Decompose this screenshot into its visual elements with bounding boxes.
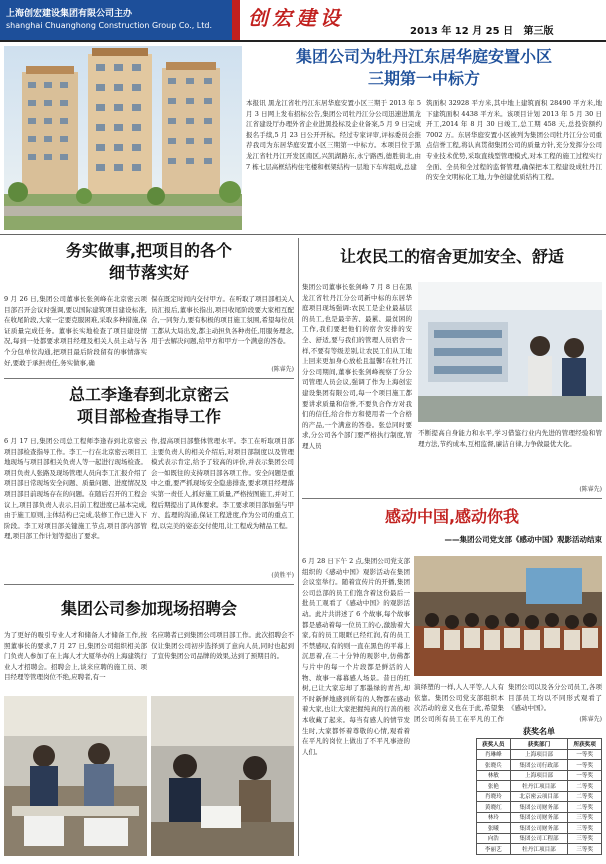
article1-headline xyxy=(246,46,602,92)
article2-headline xyxy=(4,240,294,288)
article2-headline-line2: 细节落实好 xyxy=(108,263,189,282)
table-cell: 集团公司财务部 xyxy=(510,823,568,834)
table-cell: 牡丹江项目部 xyxy=(510,781,568,792)
movie-screening-photo xyxy=(414,556,602,676)
table-row xyxy=(477,770,602,781)
building-rendering-photo xyxy=(4,46,242,230)
table-cell: 二等奖 xyxy=(568,791,602,802)
article1-body-col2: 筑面积 32928 平方米,其中地上建筑面积 28490 平方米,地下建筑面积 4438 平方米。该项目计划 2013 年 5 月 30 日开工,2014 年 8 月 30 日竣工,总工期 458 天,总投资额约 7002 万。东居华庭安置小区被列为集团公司牡丹江分公司重点信誉工程,将认真贯彻集团公司的质量方针,充分发挥分公司专业技术优势,采取直线型管理模式,对本工程的施工过程实行全面、全员和全过程的监督管理,确保把本工程建设成牡丹江的安全文明标化工地,力争创建优质结构工程。 xyxy=(426,99,602,182)
movie-screening-image xyxy=(414,556,602,676)
article6-body-col3: 集团公司以及各分公司员工,各项目部员工均以不同形式观看了《感动中国》。 xyxy=(508,683,602,713)
section-divider xyxy=(302,498,602,499)
table-cell: 向浩 xyxy=(477,833,511,844)
issue-date: 2013 年 12 月 25 日 xyxy=(410,26,514,37)
article3-body-col2: 作,提高项目部整体管理水平。李工在听取项目部主要负责人的相关介绍后,对项目部制度以及管理模式表示肯定,给予了较高的评价,并表示集团公司会一如既往的支持项目部各项工作。安全问题是重中之重,要严抓现场安全隐患排查,要求项目经理落实第一责任人,抓好施工质量,严格按图施工,并对工程后期提出了具体要求。李工要求项目部加强与甲方、监理的沟通,保证工程进度,作为公司的重点工程,以完美的姿态交付使用,让工程成为精品工程。 xyxy=(151,437,294,530)
masthead-accent-bar xyxy=(232,0,240,40)
table-row xyxy=(477,749,602,760)
table-cell: 三等奖 xyxy=(568,833,602,844)
table-row xyxy=(477,833,602,844)
article6-subtitle: ——集团公司党支部《感动中国》观影活动结束 xyxy=(444,535,602,544)
column-divider xyxy=(298,238,299,856)
dormitory-photo xyxy=(418,282,602,422)
awards-table xyxy=(476,738,602,855)
table-cell: 一等奖 xyxy=(568,749,602,760)
masthead xyxy=(0,0,606,40)
article1-headline-line2: 三期第一中标方 xyxy=(367,69,480,88)
dormitory-image xyxy=(418,282,602,422)
article5-body-col2: 不断提高自身能力和水平,学习借鉴行业内先进的管理经验和管理方法,节约成本,互相监督,廉洁自律,力争做最优大化。 xyxy=(418,429,602,448)
table-cell: 张曦 xyxy=(477,823,511,834)
table-cell: 上海项目部 xyxy=(510,770,568,781)
article4-body-col1: 为了更好的吸引专业人才和储备人才储备工作,按照董事长的要求,7 月 27 日,集团公司组织相关部门负责人参加了在上海人才大厦举办的上海建筑行业人才招聘会。招聘会上,谈来应聘的施工员、项目经理等管理岗位不绝,应聘者,有一 xyxy=(4,631,147,682)
table-cell: 张晓兵 xyxy=(477,760,511,771)
article2-headline-line1: 务实做事,把项目的各个 xyxy=(65,241,233,260)
article3-byline: (黄胜平) xyxy=(271,572,294,579)
awards-header-row xyxy=(477,739,602,750)
publisher-name-en: shanghai Chuanghong Construction Group Co., Ltd. xyxy=(6,21,213,30)
table-cell: 北京密云项目部 xyxy=(510,791,568,802)
building-rendering-image xyxy=(4,46,242,230)
table-cell: 李丽艺 xyxy=(477,844,511,855)
article1-headline-line1: 集团公司为牡丹江东居华庭安置小区 xyxy=(295,47,552,66)
article6-body-col1: 6 月 28 日下午 2 点,集团公司党支部组织的《感动中国》观影活动在集团会议室举行。随着宣传片的开播,集团公司总部的员工们饱含着这份最后一批员工观看了《感动中国》的观影活动。此片共讲述了 6 个故事,每个故事都是感动着每一位员工的心,激励着大家,有的员工眼眶已经红润,有的员工不禁感叹,有的则一直在黑色的平幕上沉思着,在二十分钟的观影中,仿佛都与片中的每一个片段都是鲜活的人物、故事一幕幕感人场景。昔日的红树,已让大家忘却了那墨绿的青苔,却不时新鲜地感到所有的人物都在感动着大家,也让大家把握纯真的行善的根本收藏了起来。每当有感人的情节发生时,大家都怀着尊敬的心情,观看着在平凡的岗位上做出了不平凡事迹的人们。 xyxy=(302,557,410,756)
table-cell: 牡丹江项目部 xyxy=(510,844,568,855)
section-divider xyxy=(0,234,606,235)
table-row xyxy=(477,844,602,855)
table-cell: 一等奖 xyxy=(568,760,602,771)
table-cell: 三等奖 xyxy=(568,844,602,855)
table-cell: 林敏 xyxy=(477,770,511,781)
article3-body-col1: 6 月 17 日,集团公司总工程师李逢春到北京密云项目部检查指导工作。李工一行在北京密云项目工地现场与项目部相关负责人等一起进行现场检查。项目负责人张路及现场管理人员向李工汇报介绍了项目部日常现场安全问题、质量问题、进度情况及项目部目前现场存在的问题。在随后召开的工程会议上,项目部负责人表示,目前工程进度已基本完成,由于施工原则,主体结构已完成,装修工作已进入下阶段。李工对项目部关键施工节点,项目部内部管理,项目部工作计划等提出了要求。 xyxy=(4,437,147,541)
table-cell: 集团公司行政部 xyxy=(510,760,568,771)
masthead-publisher-block xyxy=(0,0,232,40)
table-cell: 林玲 xyxy=(477,812,511,823)
article3-headline xyxy=(4,384,294,432)
awards-header-cell: 获奖人员 xyxy=(477,739,511,750)
table-cell: 集团公司财务部 xyxy=(510,812,568,823)
page-number: 第三版 xyxy=(523,26,554,37)
article5-headline: 让农民工的宿舍更加安全、舒适 xyxy=(339,247,564,266)
table-cell: 二等奖 xyxy=(568,802,602,813)
job-fair-image-1 xyxy=(4,696,147,856)
table-cell: 二等奖 xyxy=(568,781,602,792)
article4-body-col2: 名应聘者已到集团公司项目部工作。此次招聘会不仅让集团公司初步选择到了意向人员,同时也起到了宣传集团公司品牌的效果,达到了预期目的。 xyxy=(151,631,294,661)
table-cell: 张艳 xyxy=(477,781,511,792)
table-cell: 集团公司工程部 xyxy=(510,833,568,844)
masthead-divider xyxy=(0,40,606,42)
job-fair-photo-1 xyxy=(4,696,147,856)
article3-headline-line2: 项目部检查指导工作 xyxy=(76,407,221,426)
newspaper-title: 创宏建设 xyxy=(248,6,344,30)
article5-body-col1: 集团公司董事长张剑峰 7 月 8 日在黑龙江省牡丹江分公司新中标的东居华庭项目现场强调:农民工是企业最基层的员工,也是最辛苦、最累、最贫困的工作,我们要把他们的宿舍安排的安全、舒适,要与我们的管理人员宿舍一样,不要有等级差别,让农民工们从工地上回来更加身心放松且温馨!在牡丹江分公司期间,董事长张剑峰视察了分公司管理人员会议,强调了作为上海创宏建设集团有限公司,每一个项目施工都要讲求质量和信誉,不要负合作方对我们的信任,给合作方和使用者一个合格的产品,一个满意的答卷。张总同时要求,分公司各个部门要严格执行制度,管理人员 xyxy=(302,283,412,450)
table-cell: 肖晓玲 xyxy=(477,791,511,802)
table-row xyxy=(477,760,602,771)
table-cell: 三等奖 xyxy=(568,812,602,823)
article6-body-col2: 演绎塑的一样,人人平等,人人有依靠。集团公司党支部组织本次活动的意义也在于此,希望集团公司所有员工在平凡的工作 xyxy=(414,683,504,723)
table-cell: 肖琳峰 xyxy=(477,749,511,760)
article3-headline-line1: 总工李逢春到北京密云 xyxy=(68,385,229,404)
table-row xyxy=(477,802,602,813)
article2-body-col2: 保在既定时间内交付甲方。在听取了项目部相关人员汇报后,董事长指出,项目收尾阶段要大家相互配合,一同努力,要有积极的项目施工氛围,希望每位员工都从大局出发,都主动担负各种责任,用服务理念,用于去解决问题,给甲方和甲方一个满意的答卷。 xyxy=(151,295,294,346)
table-cell: 黄晓红 xyxy=(477,802,511,813)
table-cell: 集团公司财务部 xyxy=(510,802,568,813)
job-fair-photo-2 xyxy=(151,696,294,856)
article2-body-col1: 9 月 26 日,集团公司董事长张剑峰在北京密云项目部召开会议时强调,要以国际建筑项目建设标准,在收尾阶段,大家一定要克服困难,采取多种措施,保证质量完成任务。董事长实地检查了项目建设情况,每到一处都要求项目经理及相关人员主动与各个分包单位沟通,把项目最后阶段留有的事情落实好,要敢于承担责任,务实做事,确 xyxy=(4,295,147,367)
article6-headline: 感动中国,感动你我 xyxy=(384,507,520,526)
job-fair-image-2 xyxy=(151,696,294,856)
awards-title: 获奖名单 xyxy=(523,727,555,736)
issue-date-line xyxy=(410,22,606,37)
awards-list xyxy=(476,726,602,856)
table-row xyxy=(477,781,602,792)
table-row xyxy=(477,812,602,823)
article1-body-col1: 本报讯 黑龙江省牡丹江东居华庭安置小区三期于 2013 年 5 月 3 日网上发布招标公告,集团公司牡丹江分公司迅速进黑龙江省建设厅办理外省企业进黑投标及企业备案,5 月 9 日完成报名手续,5 月 23 日公开开标。经过专家评审,评标委员会推荐我司为东居华庭安置小区三期第一中标方。本项目位于黑龙江省牡丹江开发区南区,兴凯湖路东,永宁路西,德胜街北,由 7 栋七层高框结构住宅楼和框架结构一层地下车库组成,总建 xyxy=(246,99,421,171)
table-row xyxy=(477,791,602,802)
article5-byline: (陈睿先) xyxy=(579,486,602,493)
table-cell: 上海项目部 xyxy=(510,749,568,760)
section-divider xyxy=(4,584,294,585)
awards-header-cell: 获奖部门 xyxy=(510,739,568,750)
article2-byline: (陈睿先) xyxy=(271,366,294,373)
table-cell: 三等奖 xyxy=(568,823,602,834)
article4-headline: 集团公司参加现场招聘会 xyxy=(60,599,237,618)
publisher-name-cn: 上海创宏建设集团有限公司主办 xyxy=(6,9,133,19)
section-divider xyxy=(4,378,294,379)
awards-header-cell: 所获奖项 xyxy=(568,739,602,750)
table-row xyxy=(477,823,602,834)
table-cell: 一等奖 xyxy=(568,770,602,781)
article6-byline: (陈睿先) xyxy=(579,716,602,723)
